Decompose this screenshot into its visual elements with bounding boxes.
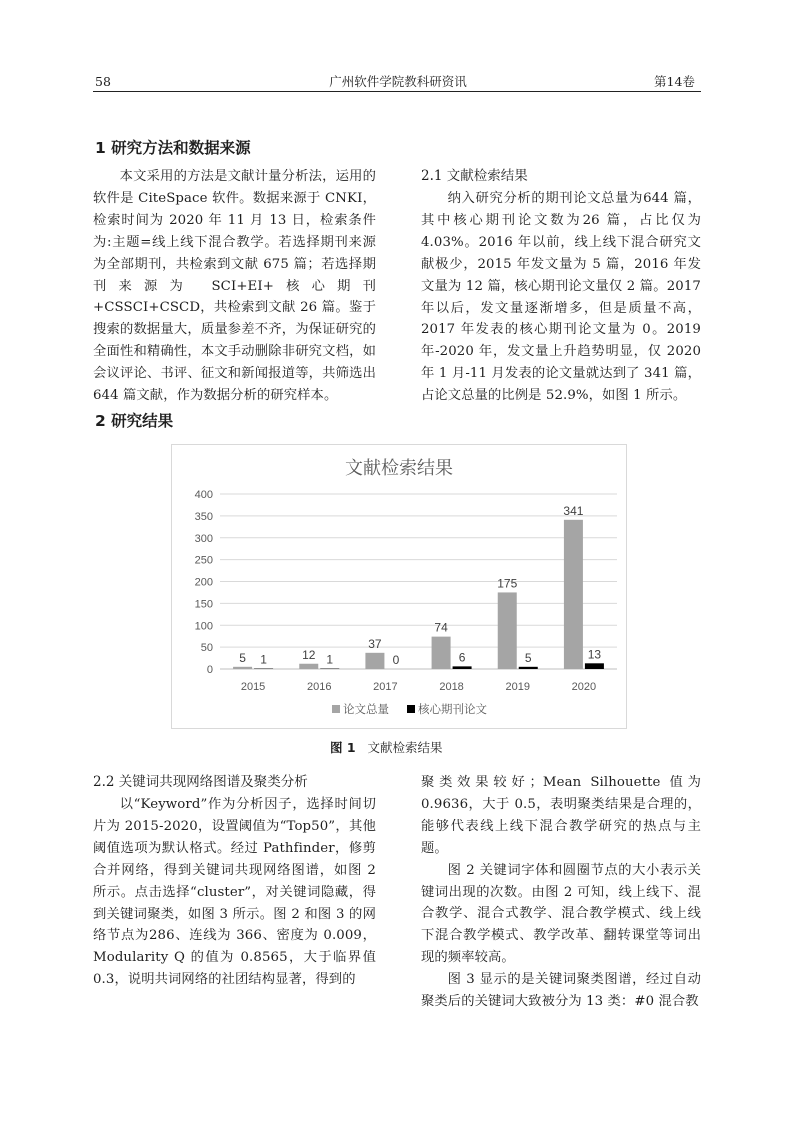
data-label: 37 bbox=[368, 636, 382, 651]
figure-1-caption-text: 文献检索结果 bbox=[367, 740, 443, 755]
bar-total-2017 bbox=[365, 653, 384, 669]
chart-y-axis bbox=[195, 489, 213, 676]
chart-bars bbox=[233, 520, 604, 669]
figure-3-paragraph: 图 3 显示的是关键词聚类图谱，经过自动聚类后的关键词大致被分为 13 类：#0 混合教 bbox=[421, 972, 701, 1010]
bar-core-2018 bbox=[453, 666, 472, 669]
chart-x-axis bbox=[241, 681, 596, 693]
y-tick-label: 100 bbox=[194, 620, 213, 633]
y-tick-label: 200 bbox=[194, 576, 213, 589]
bar-chart-svg bbox=[172, 445, 626, 728]
chart-title: 文献检索结果 bbox=[345, 458, 453, 478]
section-2-2-body bbox=[93, 794, 376, 991]
journal-title: 广州软件学院教科研资讯 bbox=[329, 74, 467, 89]
volume-number: 第14卷 bbox=[654, 74, 695, 89]
y-tick-label: 400 bbox=[194, 489, 213, 501]
section-1-body bbox=[93, 166, 376, 407]
bar-total-2020 bbox=[564, 520, 583, 669]
chart-grid bbox=[220, 494, 617, 669]
figure-1-chart bbox=[171, 444, 627, 729]
x-tick-label: 2015 bbox=[240, 681, 266, 693]
data-label: 5 bbox=[524, 650, 532, 665]
figure-1-caption bbox=[330, 738, 443, 756]
section-1-heading: 1 研究方法和数据来源 bbox=[95, 139, 251, 157]
x-tick-label: 2020 bbox=[571, 681, 597, 693]
data-label: 175 bbox=[497, 576, 518, 591]
data-label: 341 bbox=[563, 503, 584, 518]
bar-core-2020 bbox=[585, 663, 604, 669]
data-label: 0 bbox=[392, 653, 400, 667]
data-label: 12 bbox=[302, 647, 316, 662]
section-2-1-heading: 2.1 文献检索结果 bbox=[421, 168, 528, 184]
data-label: 1 bbox=[326, 652, 334, 667]
x-tick-label: 2016 bbox=[307, 681, 332, 693]
y-tick-label: 150 bbox=[194, 598, 213, 611]
section-1-paragraph: 本文采用的方法是文献计量分析法，运用的软件是 CiteSpace 软件。数据来源于 CNKI，检索时间为 2020 年 11 月 13 日，检索条件为:主题=线上线下混合教学。若选择期刊来源为全部期刊，共检索到文献 675 篇；若选择期刊来源为 SCI+EI+核心期刊+CSSCI+CSCD，共检索到文献 26 篇。鉴于搜索的数据量大，质量参差不齐，为保证研究的全面性和精确性，本文手动删除非研究文档，如会议评论、书评、征文和新闻报道等，共筛选出 644 篇文献，作为数据分析的研究样本。 bbox=[93, 169, 376, 404]
chart-legend bbox=[332, 702, 487, 716]
section-2-2-paragraph: 以“Keyword”作为分析因子，选择时间切片为 2015-2020，设置阈值为“Top50”，其他阈值选项为默认格式。经过 Pathfinder，修剪合并网络，得到关键词共现网络图谱，如图 2 所示。点击选择“cluster”，对关键词隐藏，得到关键词聚类，如图 3 所示。图 2 和图 3 的网络节点为286、连线为 366、密度为 0.009，Modularity Q 的值为 0.8565，大于临界值 0.3，说明共词网络的社团结构显著，得到的 bbox=[93, 797, 376, 988]
bar-total-2016 bbox=[299, 664, 318, 669]
header-rule bbox=[93, 91, 701, 92]
data-label: 5 bbox=[239, 650, 246, 665]
y-tick-label: 350 bbox=[194, 510, 213, 523]
data-label: 6 bbox=[458, 650, 466, 665]
section-2-heading: 2 研究结果 bbox=[95, 412, 174, 430]
bar-core-2019 bbox=[519, 667, 538, 669]
legend-label: 论文总量 bbox=[343, 704, 389, 716]
page-number: 58 bbox=[95, 74, 111, 89]
y-tick-label: 0 bbox=[206, 664, 213, 676]
chart-data-labels bbox=[239, 504, 601, 667]
continuation-paragraph: 聚类效果较好；Mean Silhouette 值为 0.9636，大于 0.5，表明聚类结果是合理的，能够代表线上线下混合教学研究的热点与主题。 bbox=[421, 775, 701, 856]
y-tick-label: 250 bbox=[194, 554, 213, 567]
figure-2-paragraph: 图 2 关键词字体和圆圈节点的大小表示关键词出现的次数。由图 2 可知，线上线下、混合教学、混合式教学、混合教学模式、线上线下混合教学模式、教学改革、翻转课堂等词出现的频率较高。 bbox=[421, 862, 701, 966]
y-tick-label: 300 bbox=[194, 532, 213, 545]
figure-1-caption-label: 图 1 bbox=[330, 740, 356, 755]
legend-label: 核心期刊论文 bbox=[418, 704, 487, 716]
section-2-1-body bbox=[421, 188, 701, 407]
right-column-continuation bbox=[421, 772, 701, 1013]
y-tick-label: 50 bbox=[200, 642, 213, 655]
data-label: 1 bbox=[260, 652, 267, 667]
bar-total-2019 bbox=[498, 592, 517, 669]
data-label: 13 bbox=[587, 647, 602, 662]
legend-swatch bbox=[407, 705, 415, 713]
section-2-1-paragraph: 纳入研究分析的期刊论文总量为644 篇，其中核心期刊论文数为26 篇，占比仅为4.03%。2016 年以前，线上线下混合研究文献极少，2015 年发文量为 5 篇，2016 年发文量为 12 篇，核心期刊论文量仅 2 篇。2017 年以后，发文量逐渐增多，但是质量不高，2017 年发表的核心期刊论文量为 0。2019 年-2020 年，发文量上升趋势明显，仅 2020 年 1 月-11 月发表的论文量就达到了 341 篇，占论文总量的比例是 52.9%，如图 1 所示。 bbox=[421, 191, 701, 404]
bar-total-2018 bbox=[432, 637, 451, 669]
x-tick-label: 2018 bbox=[439, 681, 464, 693]
legend-swatch bbox=[332, 705, 340, 713]
section-2-2-heading: 2.2 关键词共现网络图谱及聚类分析 bbox=[93, 774, 308, 790]
bar-total-2015 bbox=[233, 667, 252, 669]
data-label: 74 bbox=[434, 620, 448, 635]
x-tick-label: 2019 bbox=[505, 681, 530, 693]
x-tick-label: 2017 bbox=[373, 681, 398, 693]
